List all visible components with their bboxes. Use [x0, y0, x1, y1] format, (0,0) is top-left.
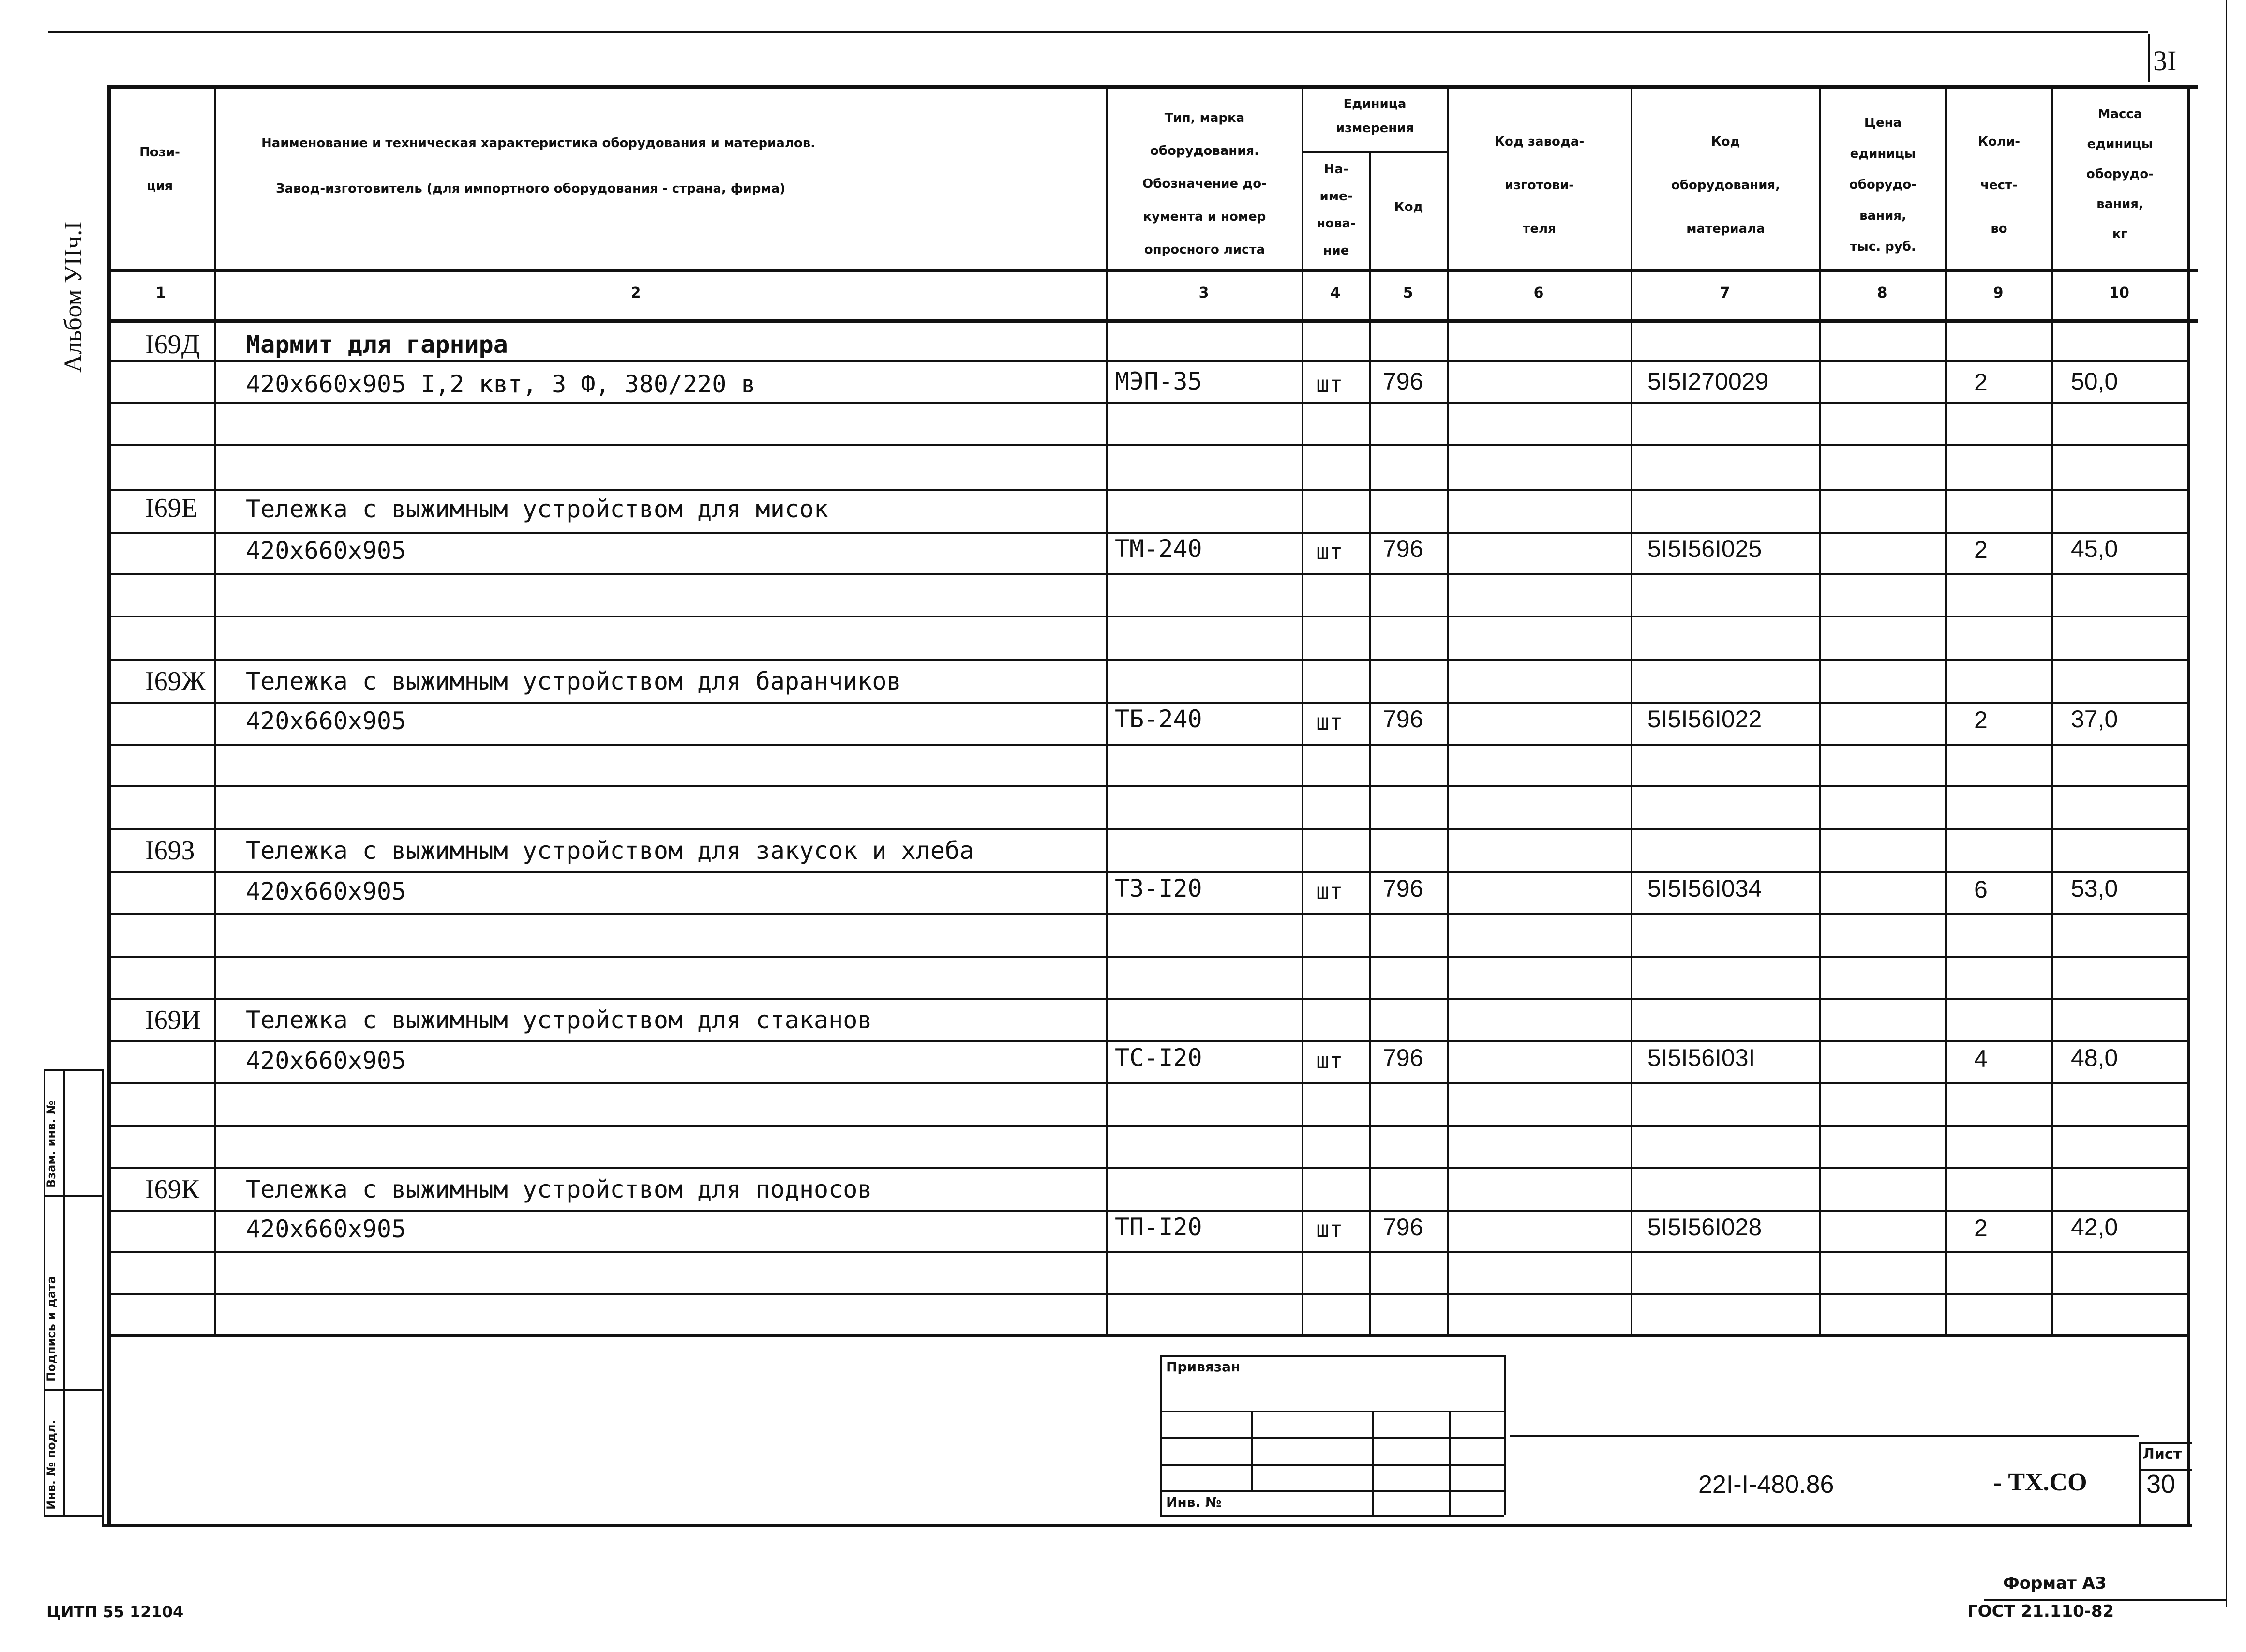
- inv-podl-label: Инв. № подл.: [45, 1420, 58, 1510]
- item-code: 5I5I56I034: [1647, 875, 1762, 902]
- item-code: 5I5I56I022: [1647, 706, 1762, 733]
- item-quantity: 2: [1974, 706, 1988, 734]
- item-unit-code: 796: [1383, 706, 1423, 733]
- item-mass: 37,0: [2071, 706, 2118, 733]
- signature-date-label: Подпись и дата: [45, 1276, 58, 1382]
- header-unit-name: На- име- нова- ние: [1317, 162, 1356, 258]
- item-type: ТМ-240: [1115, 535, 1202, 563]
- header-equipment-code: Код оборудования, материала: [1671, 135, 1781, 236]
- item-spec: 420x660x905: [246, 1215, 406, 1243]
- item-spec: 420x660x905: [246, 1047, 406, 1075]
- item-mass: 42,0: [2071, 1214, 2118, 1241]
- header-unit-group: Единица измерения: [1335, 97, 1414, 135]
- item-position: I69Д: [145, 330, 200, 360]
- item-mass: 45,0: [2071, 535, 2118, 562]
- item-unit-code: 796: [1383, 1214, 1423, 1241]
- sheet-number-box-left: [2148, 34, 2150, 82]
- item-name: Тележка с выжимным устройством для закусок и хлеба: [246, 837, 974, 865]
- item-spec: 420x660x905: [246, 877, 406, 905]
- item-mass: 53,0: [2071, 875, 2118, 902]
- item-unit: шт: [1316, 539, 1343, 565]
- inv-label: Инв. №: [1166, 1494, 1222, 1510]
- header-mass: Масса единицы оборудо- вания, кг: [2086, 107, 2154, 241]
- item-name: Тележка с выжимным устройством для мисок: [246, 495, 829, 523]
- item-name: Тележка с выжимным устройством для стаканов: [246, 1006, 872, 1034]
- item-type: МЭП-35: [1115, 367, 1202, 395]
- item-quantity: 4: [1974, 1045, 1988, 1072]
- item-quantity: 6: [1974, 876, 1988, 903]
- item-name: Тележка с выжимным устройством для баранчиков: [246, 667, 901, 695]
- bottom-outer-line: [1984, 1599, 2226, 1601]
- page-number: 3I: [2153, 45, 2177, 76]
- header-quantity: Коли- чест- во: [1977, 135, 2021, 236]
- item-spec: 420x660x905: [246, 537, 406, 565]
- item-type: ТС-I20: [1115, 1044, 1202, 1072]
- item-unit: шт: [1316, 371, 1343, 397]
- item-code: 5I5I56I028: [1647, 1214, 1762, 1241]
- item-position: I69Е: [145, 493, 198, 523]
- header-price: Цена единицы оборудо- вания, тыс. руб.: [1849, 116, 1917, 254]
- item-quantity: 2: [1974, 369, 1988, 396]
- item-name: Тележка с выжимным устройством для подносов: [246, 1175, 872, 1203]
- header-factory-code: Код завода- изготови- теля: [1494, 135, 1585, 236]
- item-type: ТП-I20: [1115, 1213, 1202, 1241]
- album-label: Альбом УIIч.I: [60, 221, 87, 373]
- item-code: 5I5I56I03I: [1647, 1044, 1755, 1071]
- item-type: ТЗ-I20: [1115, 874, 1202, 902]
- item-position: I69К: [145, 1174, 199, 1204]
- item-unit-code: 796: [1383, 875, 1423, 902]
- item-mass: 50,0: [2071, 368, 2118, 395]
- footer-left: ЦИТП 55 12104: [46, 1603, 184, 1621]
- item-unit: шт: [1316, 878, 1343, 904]
- item-unit-code: 796: [1383, 535, 1423, 562]
- vzam-inv-label: Взам. инв. №: [45, 1100, 58, 1188]
- item-position: I69И: [145, 1005, 201, 1035]
- item-unit-code: 796: [1383, 1044, 1423, 1071]
- item-name: Мармит для гарнира: [246, 330, 508, 359]
- header-type: Тип, марка оборудования. Обозначение до- кумента и номер опросного листа: [1142, 111, 1267, 257]
- header-unit-code: Код: [1394, 200, 1423, 214]
- bottom-border: [102, 1524, 2192, 1527]
- item-position: I69З: [145, 836, 195, 866]
- item-unit: шт: [1316, 1048, 1343, 1074]
- footer-gost: ГОСТ 21.110-82: [1967, 1602, 2114, 1621]
- item-unit: шт: [1316, 1216, 1343, 1242]
- item-unit-code: 796: [1383, 368, 1423, 395]
- header-position: Пози- ция: [139, 145, 180, 194]
- sheet-label: Лист: [2142, 1446, 2182, 1463]
- header-name-line2: Завод-изготовитель (для импортного оборудования - страна, фирма): [276, 181, 786, 196]
- item-unit: шт: [1316, 709, 1343, 735]
- item-position: I69Ж: [145, 666, 206, 696]
- bound-label: Привязан: [1166, 1359, 1241, 1375]
- item-spec: 420x660x905 I,2 квт, 3 Ф, 380/220 в: [246, 370, 756, 398]
- right-border: [2226, 0, 2227, 1607]
- top-border: [48, 31, 2148, 33]
- item-code: 5I5I270029: [1647, 368, 1769, 395]
- doc-suffix: - ТХ.СО: [1993, 1469, 2087, 1496]
- item-quantity: 2: [1974, 1215, 1988, 1242]
- item-spec: 420x660x905: [246, 707, 406, 735]
- header-name-line1: Наименование и техническая характеристика оборудования и материалов.: [261, 136, 816, 150]
- item-code: 5I5I56I025: [1647, 535, 1762, 562]
- footer-format: Формат А3: [2003, 1574, 2107, 1593]
- sheet-number: 30: [2146, 1470, 2176, 1499]
- item-mass: 48,0: [2071, 1044, 2118, 1071]
- doc-code: 22I-I-480.86: [1698, 1471, 1834, 1499]
- item-quantity: 2: [1974, 536, 1988, 563]
- item-type: ТБ-240: [1115, 705, 1202, 733]
